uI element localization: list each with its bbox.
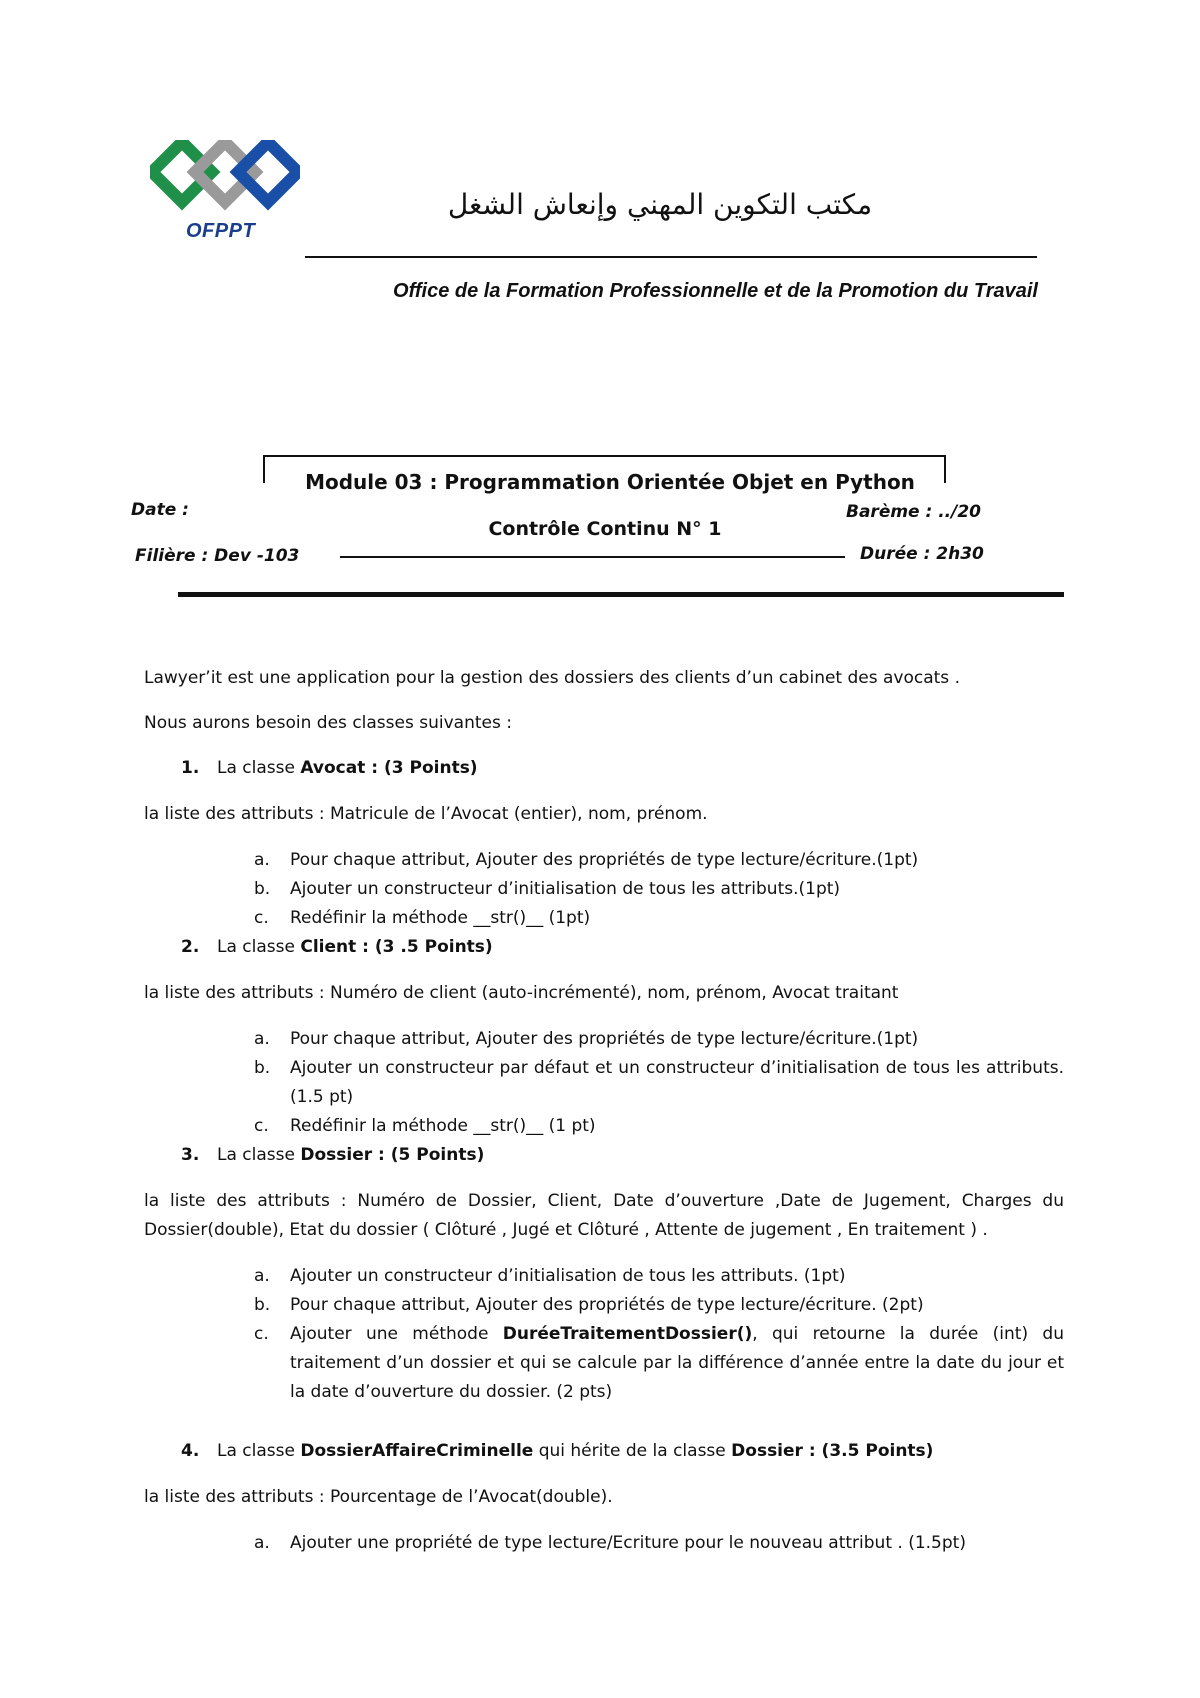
item-letter: b.: [254, 1295, 271, 1315]
module-title: Module 03 : Programmation Orientée Objet en Python: [305, 470, 915, 494]
header-rule: [305, 256, 1037, 258]
section-mid: qui hérite de la classe: [533, 1441, 732, 1461]
section-2-attributes: la liste des attributs : Numéro de client (auto-incrémenté), nom, prénom, Avocat traitant: [144, 983, 899, 1003]
section-3-attributes: la liste des attributs : Numéro de Dossier, Client, Date d’ouverture ,Date de Jugement, Charges du Dossier(double), Etat du dossier ( Clôturé , Jugé et Clôturé , Attente de jugement , En traitement ) .: [144, 1191, 1064, 1240]
item-text: Redéfinir la méthode __str()__ (1pt): [290, 908, 591, 928]
item-text: Ajouter un constructeur d’initialisation de tous les attributs.(1pt): [290, 879, 841, 899]
ofppt-logo: [150, 140, 300, 250]
section-name: DossierAffaireCriminelle: [300, 1441, 534, 1461]
section-number: 3.: [181, 1145, 200, 1165]
ofppt-logo-icon: [150, 140, 300, 220]
item-letter: a.: [254, 850, 270, 870]
method-name: DuréeTraitementDossier(): [502, 1324, 753, 1344]
item-text: Ajouter un constructeur d’initialisation de tous les attributs. (1pt): [290, 1266, 846, 1286]
item-letter: b.: [254, 879, 271, 899]
module-box-left: [263, 455, 265, 483]
bareme-label: Barème : ../20: [846, 502, 982, 522]
item-letter: b.: [254, 1058, 271, 1078]
item-letter: c.: [254, 1116, 269, 1136]
section-4-attributes: la liste des attributs : Pourcentage de l’Avocat(double).: [144, 1487, 613, 1507]
item-letter: c.: [254, 908, 269, 928]
controle-title: Contrôle Continu N° 1: [488, 518, 722, 540]
module-box-top: [263, 455, 946, 457]
section-1-attributes: la liste des attributs : Matricule de l’Avocat (entier), nom, prénom.: [144, 804, 708, 824]
item-text: Ajouter une propriété de type lecture/Ecriture pour le nouveau attribut . (1.5pt): [290, 1533, 966, 1553]
item-text-end: , qui retourne la durée (int) du traitement d’un dossier et qui se calcule par la différence d’année entre la date du jour et la date d’ouverture du dossier. (2 pts): [290, 1324, 1064, 1402]
controle-underline: [340, 556, 845, 558]
item-letter: a.: [254, 1029, 270, 1049]
section-name: Avocat : (3 Points): [300, 758, 478, 778]
item-letter: a.: [254, 1266, 270, 1286]
section-prefix: La classe: [217, 758, 301, 778]
item-letter: a.: [254, 1533, 270, 1553]
section-name-2: Dossier : (3.5 Points): [731, 1441, 934, 1461]
item-text: Ajouter un constructeur par défaut et un constructeur d’initialisation de tous les attributs. (1.5 pt): [290, 1058, 1064, 1107]
section-name: Dossier : (5 Points): [300, 1145, 485, 1165]
item-text: Pour chaque attribut, Ajouter des propriétés de type lecture/écriture. (2pt): [290, 1295, 924, 1315]
section-number: 4.: [181, 1441, 200, 1461]
section-number: 2.: [181, 937, 200, 957]
office-name: Office de la Formation Professionnelle et de la Promotion du Travail: [393, 280, 1038, 302]
section-name: Client : (3 .5 Points): [300, 937, 493, 957]
item-text-start: Ajouter une méthode: [290, 1324, 503, 1344]
section-prefix: La classe: [217, 1441, 301, 1461]
section-number: 1.: [181, 758, 200, 778]
arabic-title: مكتب التكوين المهني وإنعاش الشغل: [447, 188, 873, 221]
intro-text: Lawyer’it est une application pour la gestion des dossiers des clients d’un cabinet des avocats .: [144, 668, 960, 688]
need-text: Nous aurons besoin des classes suivantes :: [144, 713, 512, 733]
item-text: Redéfinir la méthode __str()__ (1 pt): [290, 1116, 596, 1136]
header-thick-rule: [178, 592, 1064, 597]
item-text: [290, 1320, 1064, 1407]
item-text: Pour chaque attribut, Ajouter des propriétés de type lecture/écriture.(1pt): [290, 850, 919, 870]
duree-label: Durée : 2h30: [860, 544, 984, 564]
logo-text: OFPPT: [186, 220, 256, 242]
item-text: Pour chaque attribut, Ajouter des propriétés de type lecture/écriture.(1pt): [290, 1029, 919, 1049]
filiere-label: Filière : Dev -103: [135, 546, 300, 566]
section-prefix: La classe: [217, 1145, 301, 1165]
item-letter: c.: [254, 1324, 269, 1344]
section-prefix: La classe: [217, 937, 301, 957]
date-label: Date :: [131, 500, 189, 520]
